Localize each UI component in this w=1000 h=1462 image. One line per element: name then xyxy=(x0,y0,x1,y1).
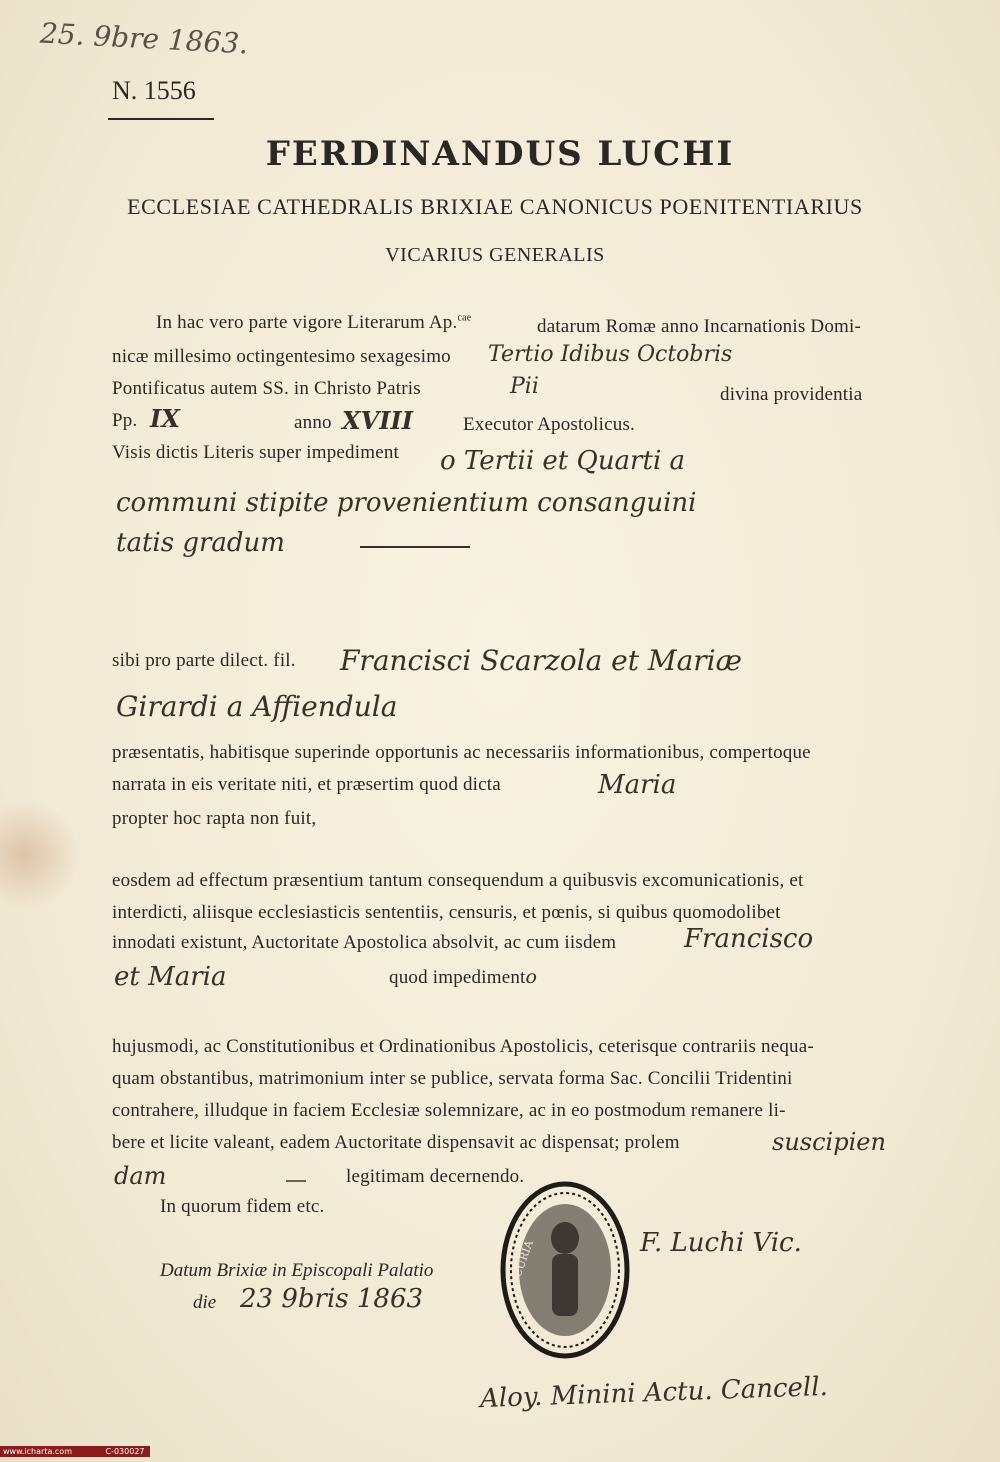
body-line-18: quam obstantibus, matrimonium inter se publice, servata forma Sac. Concilii Tridentini xyxy=(112,1068,793,1089)
body-line-2: nicæ millesimo octingentesimo sexagesimo xyxy=(112,346,451,367)
document-number xyxy=(112,76,196,106)
body-line-1b: datarum Romæ anno Incarnationis Domi- xyxy=(537,316,861,337)
handwritten-year-numeral: XVIII xyxy=(342,406,413,435)
body-line-21: legitimam decernendo. xyxy=(346,1166,525,1187)
body-line-10: præsentatis, habitisque superinde opportunis ac necessariis informationibus, compertoque xyxy=(112,742,811,763)
top-handwritten-note: 25. 9bre 1863. xyxy=(39,16,249,61)
body-line-19: contrahere, illudque in faciem Ecclesiæ solemnizare, ac in eo postmodum remanere li- xyxy=(112,1100,786,1121)
body-line-17: hujusmodi, ac Constitutionibus et Ordinationibus Apostolicis, ceterisque contrariis nequa- xyxy=(112,1036,814,1057)
body-line-5: Visis dictis Literis super impediment xyxy=(112,442,400,463)
issuer-subtitle: VICARIUS GENERALIS xyxy=(385,244,605,266)
body-line-11: narrata in eis veritate niti, et præsertim quod dicta xyxy=(112,774,501,795)
body-line-1: In hac vero parte vigore Literarum Ap.$^{cae}$ xyxy=(156,312,472,333)
document-number-text: N. 1556 xyxy=(112,76,196,105)
handwritten-petitioners-2: Girardi a Affiendula xyxy=(116,690,398,723)
number-underline xyxy=(108,118,214,120)
handwritten-francisco: Francisco xyxy=(684,924,814,954)
ink-seal xyxy=(498,1178,633,1363)
issuer-title: ECCLESIAE CATHEDRALIS BRIXIAE CANONICUS POENITENTIARIUS xyxy=(127,194,863,219)
body-line-3: Pontificatus autem SS. in Christo Patris xyxy=(112,378,421,399)
datum-line: Datum Brixiæ in Episcopali Palatio xyxy=(160,1260,434,1281)
body-line-4c: Executor Apostolicus. xyxy=(463,414,636,435)
body-line-22: In quorum fidem etc. xyxy=(160,1196,325,1217)
handwritten-date-words: Tertio Idibus Octobris xyxy=(488,342,733,367)
body-line-8: sibi pro parte dilect. fil. xyxy=(112,650,296,671)
handwritten-date: 23 9bris 1863 xyxy=(240,1284,424,1314)
body-line-3b: divina providentia xyxy=(720,384,863,405)
body-line-4a: Pp. xyxy=(112,410,138,431)
body-line-20: bere et licite valeant, eadem Auctoritate dispensavit ac dispensat; prolem xyxy=(112,1132,680,1153)
body-line-12: propter hoc rapta non fuit, xyxy=(112,808,317,829)
dash-stroke xyxy=(286,1180,306,1182)
seal-text: CURIA xyxy=(510,1238,536,1280)
body-line-14: interdicti, aliisque ecclesiasticis sententiis, censuris, et pœnis, si quibus quomodolibet xyxy=(112,902,781,923)
body-line-13: eosdem ad effectum præsentium tantum consequendum a quibusvis excomunicationis, et xyxy=(112,870,804,891)
body-line-16: quod impedimento xyxy=(389,966,538,988)
issuer-name: FERDINANDUS LUCHI xyxy=(265,134,735,174)
body-line-15: innodati existunt, Auctoritate Apostolica absolvit, ac cum iisdem xyxy=(112,932,617,953)
footer-site: www.icharta.com xyxy=(0,1446,100,1457)
handwritten-et-maria: et Maria xyxy=(114,962,227,992)
chancellor-signature: Aloy. Minini Actu. Cancell. xyxy=(479,1371,829,1415)
handwritten-impediment-3: tatis gradum xyxy=(116,528,285,558)
handwritten-maria: Maria xyxy=(598,770,677,800)
handwritten-pope-numeral: IX xyxy=(150,404,180,433)
body-line-4b: anno xyxy=(294,412,332,433)
handwritten-petitioners: Francisci Scarzola et Mariæ xyxy=(340,644,742,677)
vicar-signature: F. Luchi Vic. xyxy=(640,1228,802,1258)
paper-stain xyxy=(0,800,80,910)
handwritten-impediment: o Tertii et Quarti a xyxy=(440,446,686,476)
handwritten-impediment-2: communi stipite provenientium consanguini xyxy=(116,488,697,518)
handwritten-suscipien: suscipien xyxy=(772,1128,886,1156)
handwritten-dam: dam xyxy=(114,1162,167,1190)
die-label: die xyxy=(193,1292,217,1313)
footer-code: C-030027 xyxy=(100,1446,150,1457)
hand-stroke xyxy=(360,546,470,548)
handwritten-pope-name: Pii xyxy=(510,374,539,399)
